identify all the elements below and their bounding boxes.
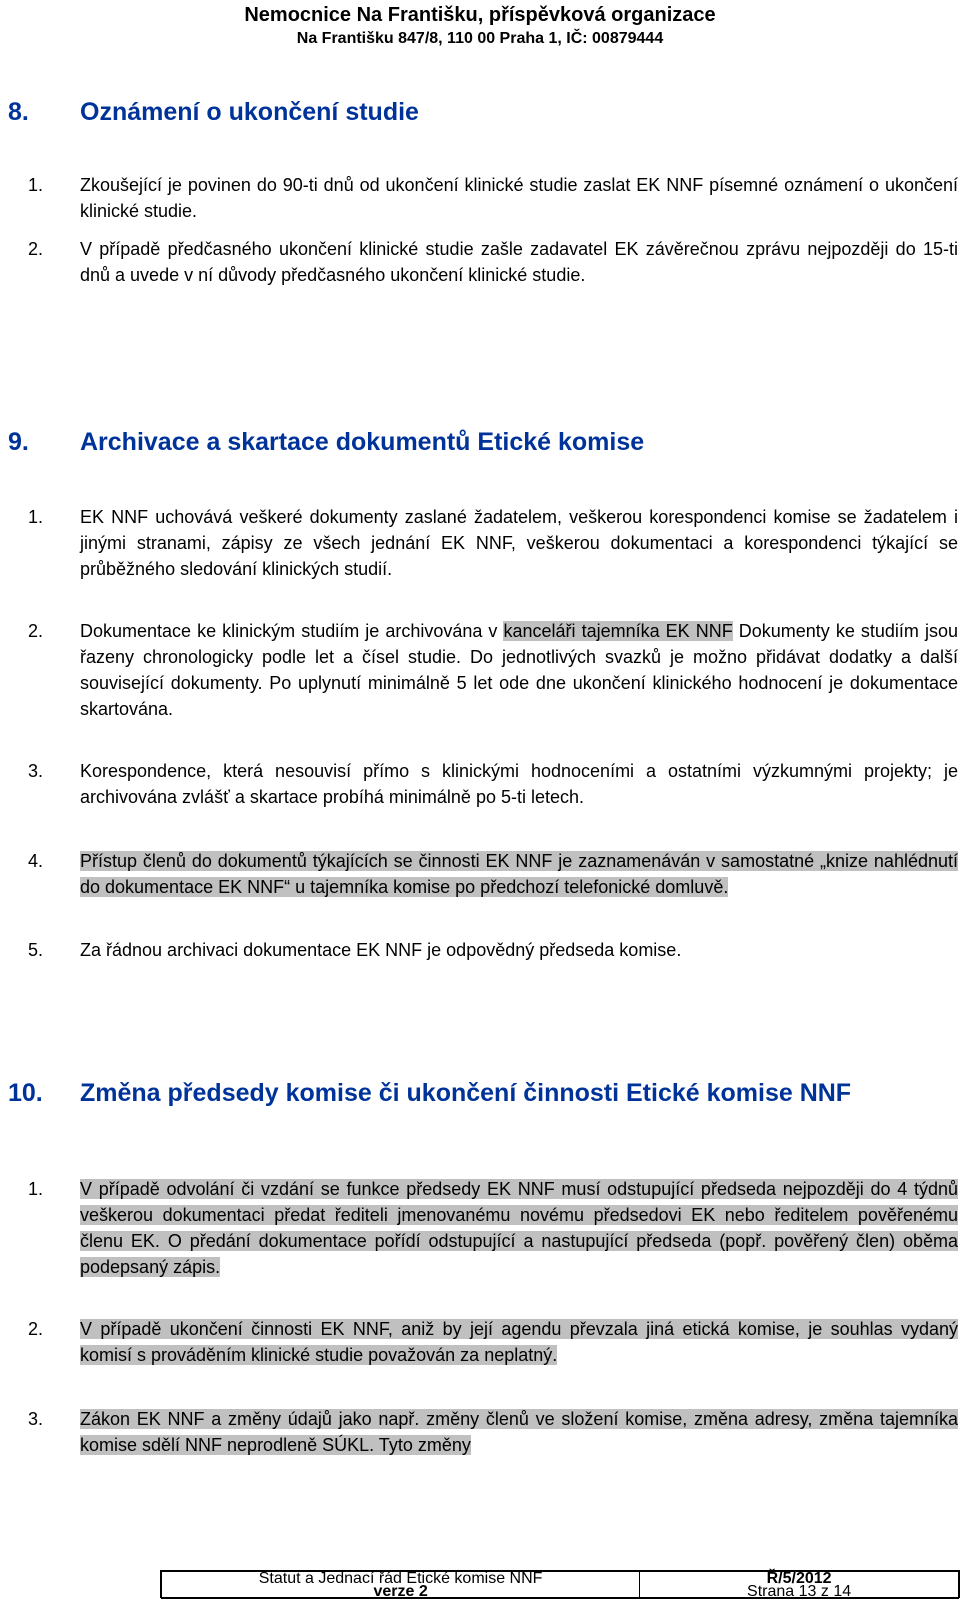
- section-heading-8: [8, 96, 958, 128]
- header-organization: Nemocnice Na Františku, příspěvková organizace: [244, 4, 716, 26]
- item-text: [80, 1176, 958, 1280]
- section-title: Oznámení o ukončení studie: [80, 98, 419, 126]
- section-heading-10: [8, 1076, 958, 1110]
- footer-left-cell: [162, 1572, 640, 1599]
- item-number: 2.: [28, 621, 44, 641]
- item-text: [80, 1406, 958, 1458]
- footer-right-cell: [640, 1572, 959, 1599]
- header-address: Na Františku 847/8, 110 00 Praha 1, IČ: 00879444: [296, 30, 664, 47]
- page-header: [0, 0, 960, 50]
- footer-page-number: Strana 13 z 14: [747, 1583, 852, 1600]
- list-item: [28, 758, 958, 810]
- highlighted-text: V případě ukončení činnosti EK NNF, aniž by její agendu převzala jiná etická komise, je souhlas vydaný komisí s prováděním klinické studie považován za neplatný.: [80, 1319, 958, 1365]
- footer-doc-title: Statut a Jednací řád Etické komise NNF: [258, 1570, 543, 1587]
- section-number: 9.: [8, 428, 29, 456]
- item-number: 4.: [28, 851, 44, 871]
- item-number: 1.: [28, 1179, 44, 1199]
- list-item: [28, 1176, 958, 1280]
- item-number: 3.: [28, 761, 44, 781]
- item-text-part: Dokumentace ke klinickým studiím je archivována v: [80, 621, 504, 641]
- footer-doc-code: Ř/5/2012: [766, 1570, 832, 1587]
- footer-version: verze 2: [373, 1583, 428, 1600]
- list-item: [28, 1406, 958, 1458]
- item-text: EK NNF uchovává veškeré dokumenty zaslané žadatelem, veškerou korespondenci komise se žadatelem i jinými stranami, zápisy ze všech jednání EK NNF, veškerou dokumentaci a korespondenci týkající se průběžného sledování klinických studií.: [80, 507, 958, 579]
- page-footer: [160, 1570, 960, 1598]
- item-number: 1.: [28, 507, 44, 527]
- footer-table: [161, 1571, 959, 1599]
- item-number: 2.: [28, 239, 44, 259]
- item-text: [80, 1316, 958, 1368]
- section-heading-9: [8, 426, 958, 458]
- item-text: Korespondence, která nesouvisí přímo s klinickými hodnoceními a ostatními výzkumnými projekty; je archivována zvlášť a skartace probíhá minimálně po 5-ti letech.: [80, 761, 958, 807]
- highlighted-text: kanceláři tajemníka EK NNF: [503, 621, 733, 641]
- highlighted-text: Přístup členů do dokumentů týkajících se činnosti EK NNF je zaznamenáván v samostatné „knize nahlédnutí do dokumentace EK NNF“ u tajemníka komise po předchozí telefonické domluvě.: [80, 851, 958, 897]
- item-text: Zkoušející je povinen do 90-ti dnů od ukončení klinické studie zaslat EK NNF písemné oznámení o ukončení klinické studie.: [80, 175, 958, 221]
- item-number: 1.: [28, 175, 44, 195]
- item-text: Za řádnou archivaci dokumentace EK NNF je odpovědný předseda komise.: [80, 940, 682, 960]
- list-item: [28, 172, 958, 224]
- item-text: [80, 618, 958, 722]
- section-title: Archivace a skartace dokumentů Etické komise: [80, 428, 645, 456]
- list-item: [28, 848, 958, 900]
- item-text-part: Dokumenty ke studiím jsou řazeny chronologicky podle let a čísel studie. Do jednotlivých svazků je možno přidávat dodatky a další související dokumenty. Po uplynutí minimálně 5 let ode dne ukončení klinického hodnocení je dokumentace skartována.: [80, 621, 958, 719]
- section-number: 10.: [8, 1079, 43, 1107]
- item-number: 3.: [28, 1409, 44, 1429]
- list-item: [28, 504, 958, 582]
- list-item: [28, 937, 958, 963]
- section-title: Změna předsedy komise či ukončení činnosti Etické komise NNF: [80, 1079, 852, 1107]
- highlighted-text: Zákon EK NNF a změny údajů jako např. změny členů ve složení komise, změna adresy, změna tajemníka komise sdělí NNF neprodleně SÚKL. Tyto změny: [80, 1409, 958, 1455]
- section-number: 8.: [8, 98, 29, 126]
- list-item: [28, 618, 958, 722]
- list-item: [28, 236, 958, 288]
- list-item: [28, 1316, 958, 1368]
- item-number: 5.: [28, 940, 44, 960]
- highlighted-text: V případě odvolání či vzdání se funkce předsedy EK NNF musí odstupující předseda nejpozději do 4 týdnů veškerou dokumentaci předat řediteli jmenovanému novému předsedovi EK nebo ředitelem pověřenému členu EK. O předání dokumentace pořídí odstupující a nastupující předseda (popř. pověřený člen) oběma podepsaný zápis.: [80, 1179, 958, 1277]
- item-number: 2.: [28, 1319, 44, 1339]
- item-text: [80, 848, 958, 900]
- item-text: V případě předčasného ukončení klinické studie zašle zadavatel EK závěrečnou zprávu nejpozději do 15-ti dnů a uvede v ní důvody předčasného ukončení klinické studie.: [80, 239, 958, 285]
